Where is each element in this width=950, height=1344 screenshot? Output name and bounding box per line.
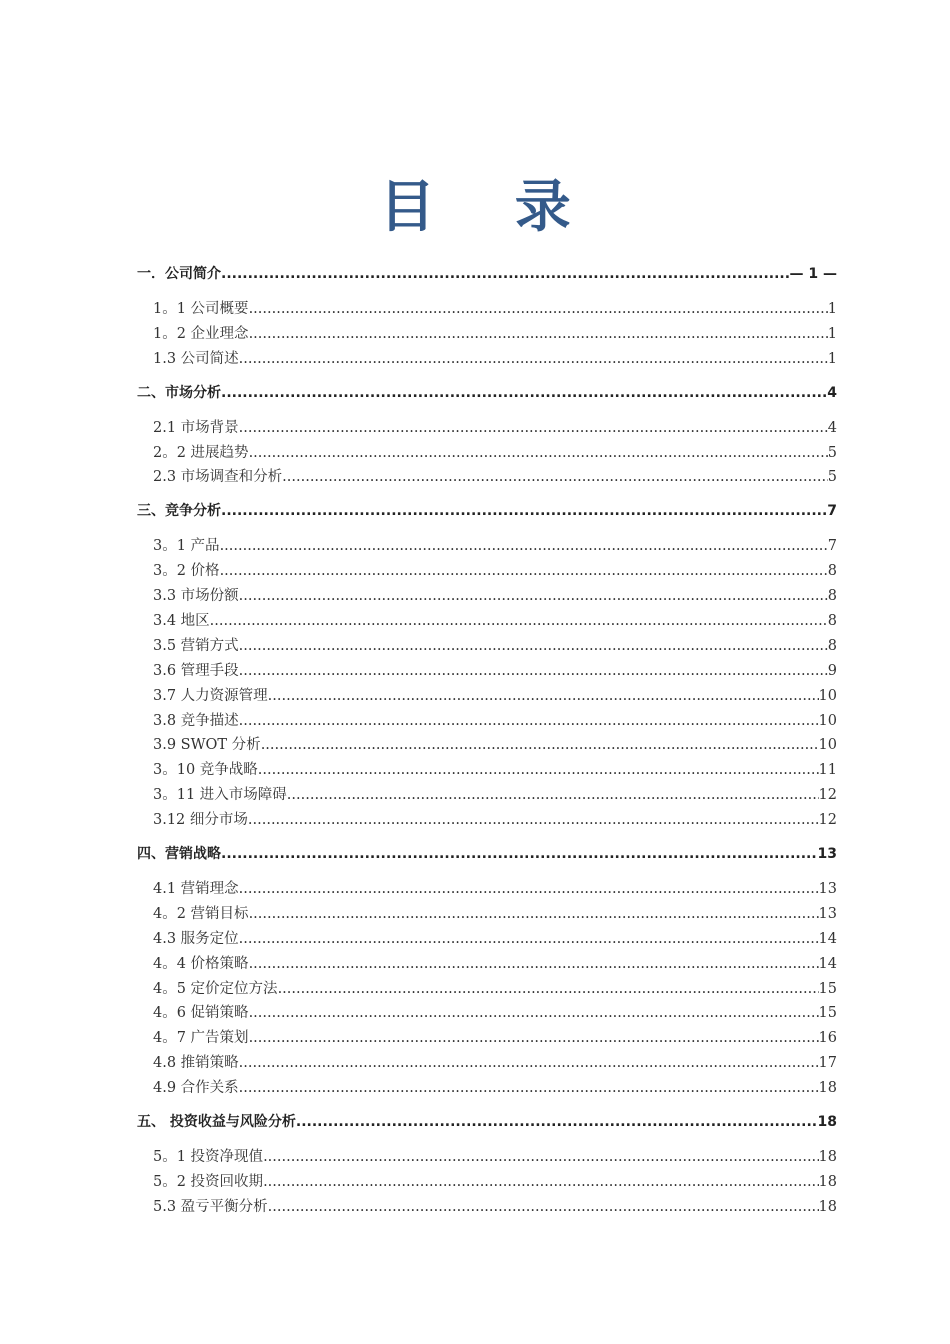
toc-subsection-label: 3.9 SWOT 分析 <box>153 737 261 754</box>
toc-subsection-entry[interactable] <box>137 297 837 322</box>
toc-section-label: 五、 投资收益与风险分析 <box>137 1114 296 1131</box>
toc-leader-dots <box>268 1195 819 1220</box>
toc-section-entry[interactable] <box>137 1110 837 1135</box>
toc-page-number: 1 <box>827 301 837 317</box>
toc-leader-dots <box>268 684 819 709</box>
toc-page-number: 12 <box>818 787 837 804</box>
toc-leader-dots <box>248 808 819 833</box>
toc-page-number: 18 <box>817 1114 837 1131</box>
toc-page-number: 14 <box>818 930 837 947</box>
toc-page-number: 12 <box>818 812 837 829</box>
toc-leader-dots <box>239 1076 819 1101</box>
toc-page-number: 1 <box>827 325 837 342</box>
toc-page-number: 10 <box>818 687 837 704</box>
toc-subsection-label: 3.7 人力资源管理 <box>153 687 268 704</box>
toc-leader-dots <box>221 381 827 406</box>
toc-leader-dots <box>239 634 828 659</box>
toc-leader-dots <box>239 347 828 372</box>
toc-page-number: 8 <box>827 613 837 630</box>
toc-leader-dots <box>239 709 819 734</box>
toc-page-number: 16 <box>818 1030 837 1047</box>
toc-subsection-label: 5。1 投资净现值 <box>153 1149 264 1166</box>
toc-subsection-entry[interactable] <box>137 534 837 559</box>
toc-subsection-label: 3.4 地区 <box>153 613 210 630</box>
toc-subsection-label: 2。2 进展趋势 <box>153 444 249 461</box>
toc-subsection-entry[interactable] <box>137 927 837 952</box>
toc-subsection-entry[interactable] <box>137 1026 837 1051</box>
toc-section-label: 三、竞争分析 <box>137 503 221 520</box>
table-of-contents <box>137 262 837 1220</box>
toc-subsection-label: 5。2 投资回收期 <box>153 1173 264 1190</box>
toc-leader-dots <box>249 1001 819 1026</box>
toc-subsection-entry[interactable] <box>137 559 837 584</box>
toc-page-number: 9 <box>827 662 837 679</box>
toc-subsection-label: 4。4 价格策略 <box>153 955 249 972</box>
toc-subsection-entry[interactable] <box>137 1001 837 1026</box>
toc-leader-dots <box>249 952 819 977</box>
toc-subsection-label: 4。7 广告策划 <box>153 1030 249 1047</box>
toc-leader-dots <box>263 1145 818 1170</box>
toc-page-number: 8 <box>827 588 837 605</box>
toc-page-number: 14 <box>818 955 837 972</box>
toc-subsection-entry[interactable] <box>137 977 837 1002</box>
toc-subsection-label: 4.9 合作关系 <box>153 1080 239 1097</box>
toc-leader-dots <box>249 441 828 466</box>
toc-subsection-entry[interactable] <box>137 808 837 833</box>
toc-page-number: 18 <box>818 1198 837 1215</box>
toc-subsection-entry[interactable] <box>137 609 837 634</box>
toc-subsection-label: 3.12 细分市场 <box>153 812 248 829</box>
toc-page-number: 5 <box>827 469 837 486</box>
toc-subsection-entry[interactable] <box>137 416 837 441</box>
page-title: 目 录 <box>379 174 601 240</box>
toc-page-number: 7 <box>827 538 837 555</box>
toc-subsection-entry[interactable] <box>137 783 837 808</box>
toc-leader-dots <box>296 1110 818 1135</box>
toc-subsection-label: 1。1 公司概要 <box>153 301 249 317</box>
toc-leader-dots <box>278 977 819 1002</box>
toc-page-number: 4 <box>827 419 837 436</box>
toc-subsection-entry[interactable] <box>137 322 837 347</box>
toc-subsection-entry[interactable] <box>137 659 837 684</box>
toc-section-label: 二、市场分析 <box>137 384 221 401</box>
toc-page-number: 18 <box>818 1080 837 1097</box>
toc-leader-dots <box>239 584 828 609</box>
toc-page-number: 8 <box>827 637 837 654</box>
toc-leader-dots <box>239 927 819 952</box>
toc-subsection-entry[interactable] <box>137 634 837 659</box>
toc-section-entry[interactable] <box>137 499 837 524</box>
toc-subsection-label: 3。11 进入市场障碍 <box>153 787 287 804</box>
toc-subsection-label: 3.6 管理手段 <box>153 662 239 679</box>
toc-subsection-label: 3。10 竞争战略 <box>153 762 258 779</box>
toc-leader-dots <box>221 842 818 867</box>
toc-leader-dots <box>249 322 828 347</box>
toc-page-number: 10 <box>818 712 837 729</box>
toc-leader-dots <box>287 783 819 808</box>
toc-leader-dots <box>249 297 828 322</box>
toc-subsection-entry[interactable] <box>137 465 837 490</box>
toc-section-label: 四、营销战略 <box>137 846 221 863</box>
toc-leader-dots <box>258 758 819 783</box>
toc-subsection-label: 5.3 盈亏平衡分析 <box>153 1198 268 1215</box>
toc-subsection-label: 4.3 服务定位 <box>153 930 239 947</box>
toc-page-number: 17 <box>818 1055 837 1072</box>
toc-subsection-entry[interactable] <box>137 347 837 372</box>
toc-leader-dots <box>220 534 828 559</box>
toc-leader-dots <box>220 559 828 584</box>
toc-page-number: 8 <box>827 563 837 580</box>
toc-subsection-label: 4.1 营销理念 <box>153 881 239 898</box>
toc-section-label: 一．公司简介 <box>137 266 221 282</box>
toc-page-number: 7 <box>827 503 837 520</box>
toc-page-number: 5 <box>827 444 837 461</box>
toc-leader-dots <box>239 416 828 441</box>
toc-subsection-label: 2.3 市场调查和分析 <box>153 469 283 486</box>
toc-leader-dots <box>249 902 819 927</box>
toc-subsection-label: 4。2 营销目标 <box>153 905 249 922</box>
toc-subsection-entry[interactable] <box>137 709 837 734</box>
toc-subsection-label: 3。1 产品 <box>153 538 220 555</box>
toc-subsection-label: 3。2 价格 <box>153 563 220 580</box>
toc-page-number: 4 <box>827 384 837 401</box>
toc-leader-dots <box>282 465 828 490</box>
toc-leader-dots <box>239 1051 819 1076</box>
toc-subsection-entry[interactable] <box>137 877 837 902</box>
toc-subsection-entry[interactable] <box>137 902 837 927</box>
toc-leader-dots <box>210 609 828 634</box>
toc-subsection-entry[interactable] <box>137 733 837 758</box>
toc-subsection-label: 2.1 市场背景 <box>153 419 239 436</box>
toc-section-entry[interactable] <box>137 842 837 867</box>
toc-page-number: 13 <box>817 846 837 863</box>
toc-leader-dots <box>249 1026 819 1051</box>
toc-subsection-label: 3.3 市场份额 <box>153 588 239 605</box>
toc-subsection-label: 4。6 促销策略 <box>153 1005 249 1022</box>
toc-subsection-entry[interactable] <box>137 1170 837 1195</box>
toc-leader-dots <box>263 1170 818 1195</box>
toc-page-number: 10 <box>818 737 837 754</box>
toc-subsection-entry[interactable] <box>137 684 837 709</box>
toc-section-entry[interactable] <box>137 262 837 287</box>
toc-subsection-label: 3.5 营销方式 <box>153 637 239 654</box>
toc-page-number: 15 <box>818 1005 837 1022</box>
toc-subsection-entry[interactable] <box>137 952 837 977</box>
toc-page-number: 11 <box>818 762 837 779</box>
toc-page-number: 13 <box>818 905 837 922</box>
toc-subsection-label: 4。5 定价定位方法 <box>153 980 278 997</box>
toc-subsection-label: 1。2 企业理念 <box>153 325 249 342</box>
toc-subsection-entry[interactable] <box>137 1195 837 1220</box>
toc-page-number: 18 <box>818 1173 837 1190</box>
toc-subsection-entry[interactable] <box>137 758 837 783</box>
toc-page-number: 18 <box>818 1149 837 1166</box>
toc-leader-dots <box>239 659 828 684</box>
toc-subsection-entry[interactable] <box>137 1051 837 1076</box>
toc-subsection-entry[interactable] <box>137 1076 837 1101</box>
toc-subsection-label: 3.8 竞争描述 <box>153 712 239 729</box>
toc-subsection-entry[interactable] <box>137 1145 837 1170</box>
toc-page-number: — 1 — <box>789 266 837 282</box>
toc-leader-dots <box>261 733 819 758</box>
toc-page-number: 13 <box>818 881 837 898</box>
toc-section-entry[interactable] <box>137 381 837 406</box>
toc-leader-dots <box>239 877 819 902</box>
toc-page-number: 1 <box>827 350 837 367</box>
toc-subsection-label: 4.8 推销策略 <box>153 1055 239 1072</box>
toc-subsection-label: 1.3 公司简述 <box>153 350 239 367</box>
toc-subsection-entry[interactable] <box>137 584 837 609</box>
toc-page-number: 15 <box>818 980 837 997</box>
toc-leader-dots <box>221 499 827 524</box>
toc-subsection-entry[interactable] <box>137 441 837 466</box>
toc-leader-dots <box>221 262 790 287</box>
